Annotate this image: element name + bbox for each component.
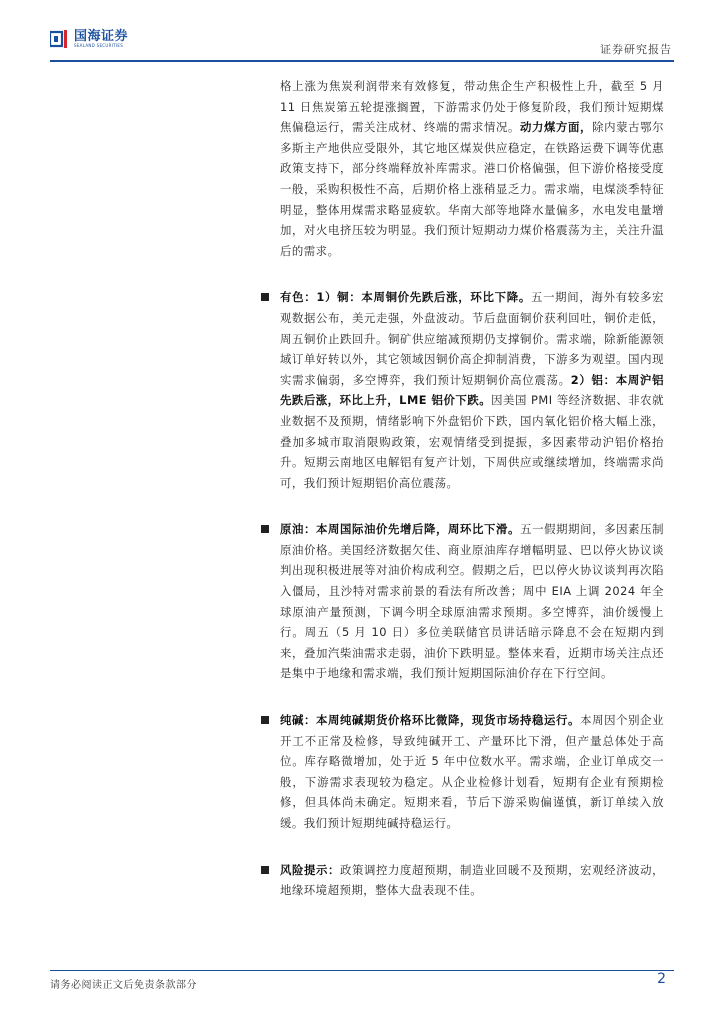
risk-paragraph — [280, 860, 664, 901]
aluminum-text: 因美国 PMI 等经济数据、非农就业数据不及预期，情绪影响下外盘铝价下跌，国内氧化铝价格大幅上涨，叠加多城市取消限购政策，宏观情绪受到提振，多因素带动沪铝价格抬升。短期云南地区电解铝有复产计划，下周供应或继续增加，终端需求尚可，我们预计短期铝价高位震荡。 — [280, 393, 664, 490]
sealand-logo-icon — [50, 30, 70, 48]
coal-continued-text: 格上涨为焦炭利润带来有效修复，带动焦企生产积极性上升，截至 5 月 11 日焦炭第五轮提涨搁置，下游需求仍处于修复阶段，我们预计短期煤焦偏稳运行，需关注成材、终端的需求情况。 — [280, 79, 664, 135]
report-type-label: 证券研究报告 — [600, 43, 672, 56]
square-bullet-icon — [261, 293, 269, 301]
page-header — [0, 0, 724, 60]
header-divider — [50, 60, 674, 62]
square-bullet-icon — [261, 866, 269, 874]
risk-heading: 风险提示： — [280, 862, 341, 877]
soda-ash-paragraph — [280, 710, 664, 834]
page-number: 2 — [657, 971, 666, 987]
crude-oil-paragraph — [280, 519, 664, 684]
coal-paragraph — [280, 76, 664, 261]
report-body — [280, 76, 664, 927]
crude-oil-heading: 原油：本周国际油价先增后降，周环比下滑。 — [280, 522, 521, 537]
metals-paragraph — [280, 287, 664, 493]
power-coal-text: 除内蒙古鄂尔多斯主产地供应受限外，其它地区煤炭供应稳定，在铁路运费下调等优惠政策支持下，部分终端释放补库需求。港口价格偏强，但下游价格接受度一般，采购积极性不高，后期价格上涨稍显乏力。需求端，电煤淡季特征明显，整体用煤需求略显疲软。华南大部等地降水量偏多，水电发电量增加，对火电挤压较为明显。我们预计短期动力煤价格震荡为主，关注升温后的需求。 — [280, 120, 664, 258]
footer-divider — [50, 970, 674, 971]
logo-chinese-name: 国海证券 — [74, 29, 129, 44]
risk-text: 政策调控力度超预期，制造业回暖不及预期，宏观经济波动，地缘环境超预期，整体大盘表现不佳。 — [280, 862, 664, 898]
aluminum-heading: 2）铝：本周沪铝先跌后涨，环比上升，LME 铝价下跌。 — [280, 372, 664, 408]
company-logo — [50, 30, 128, 48]
square-bullet-icon — [261, 716, 269, 724]
power-coal-heading: 动力煤方面， — [520, 120, 593, 135]
soda-ash-heading: 纯碱：本周纯碱期货价格环比微降，现货市场持稳运行。 — [280, 713, 581, 728]
square-bullet-icon — [261, 525, 269, 533]
copper-heading: 有色：1）铜：本周铜价先跌后涨，环比下降。 — [280, 290, 531, 305]
soda-ash-text: 本周因个别企业开工不正常及检修，导致纯碱开工、产量环比下滑，但产量总体处于高位。库存略微增加，处于近 5 年中位数水平。需求端，企业订单成交一般，下游需求表现较为稳定。从企业检修计划看，短期有企业有预期检修，但具体尚未确定。短期来看，节后下游采购偏谨慎，新订单续入放缓。我们预计短期纯碱持稳运行。 — [280, 713, 664, 830]
logo-english-name: SEALAND SECURITIES — [74, 43, 124, 48]
crude-oil-text: 五一假期期间，多因素压制原油价格。美国经济数据欠佳、商业原油库存增幅明显、巴以停火协议谈判出现积极进展等对油价构成利空。假期之后，巴以停火协议谈判再次陷入僵局，且沙特对需求前景的看法有所改善；周中 EIA 上调 2024 年全球原油产量预测，下调今明全球原油需求预期。多空博弈，油价缓慢上行。周五（5 月 10 日）多位美联储官员讲话暗示降息不会在短期内到来，叠加汽柴油需求走弱，油价下跌明显。整体来看，近期市场关注点还是集中于地缘和需求端，我们预计短期国际油价存在下行空间。 — [280, 522, 664, 681]
disclaimer-note: 请务必阅读正文后免责条款部分 — [50, 980, 197, 991]
copper-text: 五一期间，海外有较多宏观数据公布，美元走强，外盘波动。节后盘面铜价获利回吐，铜价走低，周五铜价止跌回升。铜矿供应缩减预期仍支撑铜价。需求端，除新能源领域订单好转以外，其它领域因铜价高企抑制消费，下游多为观望。国内现实需求偏弱，多空博弈，我们预计短期铜价高位震荡。 — [280, 290, 664, 387]
